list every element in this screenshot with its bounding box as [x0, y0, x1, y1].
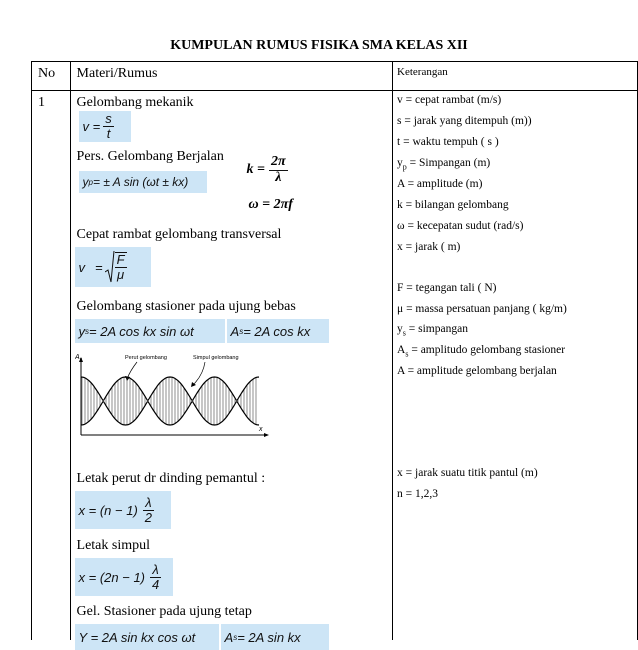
y-axis-label: $A_s$ [74, 354, 82, 363]
formula-ys [75, 319, 225, 343]
label-gelombang-mekanik: Gelombang mekanik [76, 95, 194, 110]
formula-text: A [224, 629, 234, 645]
formula-letak-simpul [75, 558, 173, 596]
formula-k [247, 155, 288, 185]
formula-text: = 2A cos kx [243, 323, 311, 339]
formula-text: v = [82, 119, 101, 134]
table-header-row [32, 62, 638, 91]
formula-letak-perut [75, 491, 171, 529]
formula-v-s-t [79, 111, 131, 142]
formula-text: k = [246, 162, 266, 178]
label-stasioner-tetap: Gel. Stasioner pada ujung tetap [76, 604, 252, 619]
frac-den: t [106, 126, 111, 141]
document-title: KUMPULAN RUMUS FISIKA SMA KELAS XII [170, 38, 468, 53]
ket-line [397, 323, 468, 337]
sqrt-icon [105, 250, 115, 284]
ket-line: n = 1,2,3 [397, 488, 439, 500]
ket-line: t = waktu tempuh ( s ) [397, 136, 499, 148]
frac-num: λ [145, 494, 152, 510]
formula-text: = ± A sin (ωt ± kx) [92, 175, 189, 189]
materi-cell [70, 91, 393, 645]
label-letak-simpul: Letak simpul [76, 538, 151, 553]
label-stasioner-bebas: Gelombang stasioner pada ujung bebas [76, 299, 296, 314]
formula-sub: p [88, 177, 93, 187]
frac-num: 2π [271, 154, 286, 169]
ket-line: x = jarak suatu titik pantul (m) [397, 467, 538, 479]
ket-line: A = amplitude (m) [397, 178, 483, 190]
formula-tetap-as [221, 624, 329, 650]
ket-line [397, 157, 490, 171]
keterangan-cell [393, 91, 638, 641]
ket-line: s = jarak yang ditempuh (m)) [397, 115, 532, 127]
formula-v-sqrt [75, 247, 151, 287]
formula-text: y [82, 175, 89, 189]
ket-line: x = jarak ( m) [397, 241, 461, 253]
simpul-label: Simpul gelombang [192, 355, 239, 361]
formula-text: x = (2n − 1) [78, 569, 146, 585]
formula-yp [79, 171, 207, 193]
formula-tetap-y: Y = 2A sin kx cos ωt [75, 624, 219, 650]
frac-num: F [116, 252, 125, 268]
frac-num: λ [152, 561, 159, 577]
frac-den: 2 [144, 509, 153, 525]
ket-sub: p [402, 162, 407, 172]
perut-label: Perut gelombang [124, 355, 167, 361]
diagram-axes [79, 357, 269, 437]
ket-line [397, 344, 565, 358]
formula-sub: s [233, 632, 238, 642]
ket-symbol: y [397, 157, 403, 169]
ket-line: ω = kecepatan sudut (rad/s) [397, 220, 524, 232]
formula-text: x = (n − 1) [78, 502, 138, 518]
ket-text: = amplitudo gelombang stasioner [411, 344, 566, 356]
ket-line: A = amplitude gelombang berjalan [397, 365, 557, 377]
ket-line: k = bilangan gelombang [397, 199, 509, 211]
ket-text: = Simpangan (m) [409, 157, 491, 169]
ket-line: F = tegangan tali ( N) [397, 282, 497, 294]
standing-wave-diagram [75, 351, 275, 439]
ket-sub: s [402, 328, 406, 338]
ket-text: = simpangan [408, 323, 468, 335]
wave-envelope [81, 377, 259, 425]
formula-table [31, 61, 638, 645]
label-letak-perut: Letak perut dr dinding pemantul : [76, 471, 266, 486]
frac-den: 4 [152, 576, 160, 592]
ket-symbol: y [397, 323, 403, 335]
formula-text: = 2A sin kx [237, 629, 301, 645]
sqrt-sign [105, 250, 127, 284]
formula-text: = [95, 259, 103, 275]
formula-text: A [230, 323, 240, 339]
header-no: No [32, 62, 71, 91]
ket-symbol: A [397, 344, 406, 356]
ket-line: v = cepat rambat (m/s) [397, 94, 502, 106]
formula-sub: s [239, 326, 244, 336]
label-cepat-rambat: Cepat rambat gelombang transversal [76, 227, 282, 242]
table-row [32, 91, 638, 641]
ket-sub: s [405, 349, 409, 359]
x-axis-label: x [258, 426, 263, 433]
frac-den: μ [117, 267, 125, 282]
formula-as [227, 319, 329, 343]
row-number: 1 [32, 91, 71, 641]
header-materi: Materi/Rumus [70, 62, 393, 91]
ket-line: μ = massa persatuan panjang ( kg/m) [397, 303, 567, 315]
formula-text: = 2A cos kx sin ωt [89, 323, 194, 339]
formula-sub: s [85, 326, 90, 336]
frac-den: λ [275, 169, 282, 185]
frac-num: s [105, 111, 112, 127]
header-keterangan: Keterangan [393, 62, 638, 91]
label-pers-berjalan: Pers. Gelombang Berjalan [76, 149, 224, 164]
label-pointers [125, 362, 205, 387]
formula-text: y [78, 323, 86, 339]
formula-omega: ω = 2πf [248, 197, 293, 212]
formula-text: v [78, 259, 86, 275]
